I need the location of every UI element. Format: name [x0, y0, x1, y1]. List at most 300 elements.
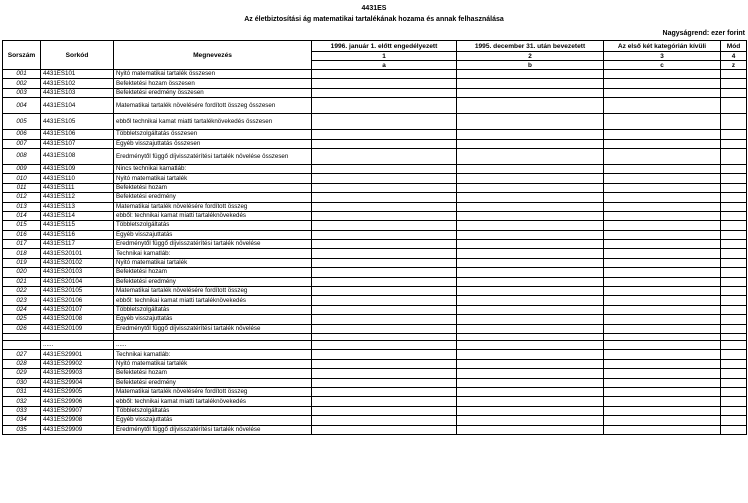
value-cell[interactable]: [457, 425, 604, 434]
table-row: [3, 369, 747, 378]
value-cell[interactable]: [312, 387, 457, 396]
value-cell[interactable]: [312, 139, 457, 148]
value-cell[interactable]: [457, 340, 604, 349]
value-cell[interactable]: [457, 79, 604, 88]
value-cell[interactable]: [312, 164, 457, 173]
row-code: 4431ES109: [41, 164, 114, 173]
row-name: Nyitó matematikai tartalék: [114, 359, 312, 368]
value-cell[interactable]: [721, 130, 747, 139]
row-serial: 005: [3, 114, 41, 130]
value-cell[interactable]: [604, 183, 721, 192]
value-cell[interactable]: [721, 202, 747, 211]
value-cell[interactable]: [312, 193, 457, 202]
value-cell[interactable]: [457, 202, 604, 211]
table-row: [3, 88, 747, 97]
table-row: [3, 139, 747, 148]
value-cell[interactable]: [604, 296, 721, 305]
value-cell[interactable]: [604, 193, 721, 202]
value-cell[interactable]: [457, 139, 604, 148]
value-cell[interactable]: [721, 296, 747, 305]
value-cell[interactable]: [312, 369, 457, 378]
value-cell[interactable]: [721, 193, 747, 202]
row-name: ......: [114, 340, 312, 349]
row-code: 4431ES20108: [41, 315, 114, 324]
value-cell[interactable]: [604, 425, 721, 434]
table-row: [3, 98, 747, 114]
col-header-name: Megnevezés: [114, 41, 312, 70]
table-row: [3, 221, 747, 230]
value-cell[interactable]: [604, 378, 721, 387]
row-name: Matematikai tartalék növelésére fordított összeg: [114, 202, 312, 211]
row-code: 4431ES20104: [41, 277, 114, 286]
value-cell[interactable]: [312, 333, 457, 340]
value-cell[interactable]: [721, 287, 747, 296]
table-row: [3, 397, 747, 406]
row-serial: 004: [3, 98, 41, 114]
row-serial: [3, 340, 41, 349]
value-cell[interactable]: [604, 359, 721, 368]
row-name: Matematikai tartalék növelésére fordított összeg összesen: [114, 98, 312, 114]
value-cell[interactable]: [721, 277, 747, 286]
row-name: Egyéb visszajuttatás: [114, 416, 312, 425]
row-serial: 002: [3, 79, 41, 88]
value-cell[interactable]: [312, 88, 457, 97]
table-row: [3, 230, 747, 239]
value-cell[interactable]: [604, 174, 721, 183]
row-code: 4431ES111: [41, 183, 114, 192]
value-cell[interactable]: [721, 88, 747, 97]
table-row: [3, 340, 747, 349]
col-header-mode: Mód: [721, 41, 747, 52]
value-cell[interactable]: [457, 258, 604, 267]
value-cell[interactable]: [721, 249, 747, 258]
col-number: 3: [604, 52, 721, 61]
row-name: Egyéb visszajuttatás összesen: [114, 139, 312, 148]
row-name: Nyitó matematikai tartalék: [114, 258, 312, 267]
value-cell[interactable]: [604, 249, 721, 258]
table-row: [3, 211, 747, 220]
unit-label: Nagyságrend: ezer forint: [662, 30, 745, 37]
row-name: Többletszolgáltatás összesen: [114, 130, 312, 139]
value-cell[interactable]: [457, 98, 604, 114]
value-cell[interactable]: [457, 406, 604, 415]
value-cell[interactable]: [457, 88, 604, 97]
row-name: Nyitó matematikai tartalék összesen: [114, 70, 312, 79]
value-cell[interactable]: [312, 249, 457, 258]
value-cell[interactable]: [604, 211, 721, 220]
col-letter: z: [721, 61, 747, 70]
row-serial: 009: [3, 164, 41, 173]
table-row: [3, 359, 747, 368]
table-row: [3, 387, 747, 396]
value-cell[interactable]: [312, 202, 457, 211]
row-serial: 023: [3, 296, 41, 305]
value-cell[interactable]: [457, 387, 604, 396]
value-cell[interactable]: [312, 268, 457, 277]
table-row: [3, 296, 747, 305]
value-cell[interactable]: [312, 98, 457, 114]
value-cell[interactable]: [604, 340, 721, 349]
table-row: [3, 193, 747, 202]
value-cell[interactable]: [312, 114, 457, 130]
form-title: Az életbiztosítási ág matematikai tartalékának hozama és annak felhasználása: [244, 16, 504, 23]
col-header-after-1995: 1995. december 31. után bevezetett: [457, 41, 604, 52]
row-code: 4431ES20101: [41, 249, 114, 258]
row-serial: 028: [3, 359, 41, 368]
value-cell[interactable]: [457, 114, 604, 130]
table-row: [3, 324, 747, 333]
col-letter: a: [312, 61, 457, 70]
row-serial: 007: [3, 139, 41, 148]
row-code: 4431ES29901: [41, 350, 114, 359]
value-cell[interactable]: [604, 277, 721, 286]
form-code: 4431ES: [361, 5, 387, 12]
value-cell[interactable]: [721, 268, 747, 277]
table-row: [3, 183, 747, 192]
value-cell[interactable]: [604, 114, 721, 130]
table-row: [3, 164, 747, 173]
value-cell[interactable]: [457, 240, 604, 249]
value-cell[interactable]: [312, 287, 457, 296]
row-serial: 020: [3, 268, 41, 277]
value-cell[interactable]: [312, 378, 457, 387]
value-cell[interactable]: [721, 70, 747, 79]
row-code: 4431ES29902: [41, 359, 114, 368]
row-serial: 027: [3, 350, 41, 359]
value-cell[interactable]: [721, 164, 747, 173]
table-row: [3, 315, 747, 324]
table-row: [3, 406, 747, 415]
value-cell[interactable]: [721, 305, 747, 314]
row-code: 4431ES104: [41, 98, 114, 114]
row-serial: 033: [3, 406, 41, 415]
value-cell[interactable]: [312, 305, 457, 314]
value-cell[interactable]: [457, 249, 604, 258]
value-cell[interactable]: [457, 211, 604, 220]
row-serial: 003: [3, 88, 41, 97]
row-name: Befektetési hozam: [114, 268, 312, 277]
row-serial: 032: [3, 397, 41, 406]
value-cell[interactable]: [457, 296, 604, 305]
value-cell[interactable]: [457, 359, 604, 368]
row-code: 4431ES20106: [41, 296, 114, 305]
value-cell[interactable]: [721, 98, 747, 114]
value-cell[interactable]: [312, 416, 457, 425]
col-header-other: Az első két kategórián kívüli: [604, 41, 721, 52]
table-row: [3, 350, 747, 359]
value-cell[interactable]: [312, 315, 457, 324]
row-name: ebből: technikai kamat miatti tartaléknövekedés: [114, 397, 312, 406]
row-code: ......: [41, 340, 114, 349]
value-cell[interactable]: [312, 174, 457, 183]
value-cell[interactable]: [457, 148, 604, 164]
row-serial: 024: [3, 305, 41, 314]
row-serial: 025: [3, 315, 41, 324]
table-row: [3, 268, 747, 277]
value-cell[interactable]: [312, 221, 457, 230]
value-cell[interactable]: [457, 350, 604, 359]
value-cell[interactable]: [604, 406, 721, 415]
row-name: Befektetési eredmény: [114, 193, 312, 202]
row-serial: 008: [3, 148, 41, 164]
value-cell[interactable]: [721, 258, 747, 267]
value-cell[interactable]: [721, 350, 747, 359]
table-row: [3, 378, 747, 387]
row-code: [41, 333, 114, 340]
row-code: 4431ES106: [41, 130, 114, 139]
value-cell[interactable]: [604, 230, 721, 239]
row-code: 4431ES20105: [41, 287, 114, 296]
report-table: [2, 40, 747, 435]
row-code: 4431ES117: [41, 240, 114, 249]
row-code: 4431ES29905: [41, 387, 114, 396]
row-code: 4431ES29907: [41, 406, 114, 415]
value-cell[interactable]: [312, 277, 457, 286]
value-cell[interactable]: [721, 139, 747, 148]
table-row: [3, 305, 747, 314]
row-code: 4431ES20103: [41, 268, 114, 277]
value-cell[interactable]: [312, 183, 457, 192]
value-cell[interactable]: [604, 258, 721, 267]
row-serial: 017: [3, 240, 41, 249]
row-code: 4431ES29908: [41, 416, 114, 425]
value-cell[interactable]: [721, 148, 747, 164]
value-cell[interactable]: [312, 130, 457, 139]
value-cell[interactable]: [312, 148, 457, 164]
row-name: Befektetési hozam: [114, 183, 312, 192]
value-cell[interactable]: [604, 148, 721, 164]
value-cell[interactable]: [721, 211, 747, 220]
value-cell[interactable]: [604, 164, 721, 173]
value-cell[interactable]: [604, 221, 721, 230]
value-cell[interactable]: [312, 79, 457, 88]
col-header-code: Sorkód: [41, 41, 114, 70]
value-cell[interactable]: [457, 164, 604, 173]
value-cell[interactable]: [312, 359, 457, 368]
value-cell[interactable]: [721, 340, 747, 349]
value-cell[interactable]: [457, 287, 604, 296]
value-cell[interactable]: [604, 397, 721, 406]
value-cell[interactable]: [721, 359, 747, 368]
value-cell[interactable]: [457, 333, 604, 340]
value-cell[interactable]: [604, 287, 721, 296]
value-cell[interactable]: [457, 193, 604, 202]
row-serial: 031: [3, 387, 41, 396]
value-cell[interactable]: [604, 324, 721, 333]
value-cell[interactable]: [604, 387, 721, 396]
col-letter: c: [604, 61, 721, 70]
row-name: Matematikai tartalék növelésére fordított összeg: [114, 387, 312, 396]
value-cell[interactable]: [457, 174, 604, 183]
row-serial: 010: [3, 174, 41, 183]
row-name: Nyitó matematikai tartalék: [114, 174, 312, 183]
value-cell[interactable]: [457, 221, 604, 230]
value-cell[interactable]: [312, 324, 457, 333]
row-name: Eredménytől függő díjvisszatérítési tartalék növelése: [114, 425, 312, 434]
row-code: 4431ES29909: [41, 425, 114, 434]
value-cell[interactable]: [457, 378, 604, 387]
row-name: Technikai kamatláb:: [114, 350, 312, 359]
value-cell[interactable]: [721, 378, 747, 387]
row-name: ebből: technikai kamat miatti tartaléknövekedés: [114, 211, 312, 220]
table-row: [3, 174, 747, 183]
value-cell[interactable]: [457, 277, 604, 286]
value-cell[interactable]: [457, 369, 604, 378]
row-name: Befektetési eredmény: [114, 277, 312, 286]
value-cell[interactable]: [312, 230, 457, 239]
value-cell[interactable]: [312, 340, 457, 349]
row-serial: 016: [3, 230, 41, 239]
col-header-serial: Sorszám: [3, 41, 41, 70]
row-serial: 019: [3, 258, 41, 267]
value-cell[interactable]: [721, 315, 747, 324]
row-serial: [3, 333, 41, 340]
value-cell[interactable]: [721, 406, 747, 415]
row-name: Eredménytől függő díjvisszatérítési tartalék növelése: [114, 240, 312, 249]
table-row: [3, 202, 747, 211]
value-cell[interactable]: [604, 139, 721, 148]
row-name: Többletszolgáltatás: [114, 406, 312, 415]
row-name: Nincs technikai kamatláb:: [114, 164, 312, 173]
row-serial: 012: [3, 193, 41, 202]
row-code: 4431ES29904: [41, 378, 114, 387]
value-cell[interactable]: [312, 406, 457, 415]
value-cell[interactable]: [721, 324, 747, 333]
value-cell[interactable]: [312, 397, 457, 406]
row-serial: 029: [3, 369, 41, 378]
table-row: [3, 249, 747, 258]
row-name: Egyéb visszajuttatás: [114, 230, 312, 239]
value-cell[interactable]: [721, 333, 747, 340]
table-row: [3, 416, 747, 425]
value-cell[interactable]: [721, 425, 747, 434]
col-header-before-1996: 1996. január 1. előtt engedélyezett: [312, 41, 457, 52]
value-cell[interactable]: [457, 315, 604, 324]
row-code: 4431ES20107: [41, 305, 114, 314]
table-row: [3, 114, 747, 130]
value-cell[interactable]: [604, 88, 721, 97]
table-row: [3, 277, 747, 286]
value-cell[interactable]: [312, 70, 457, 79]
row-serial: 018: [3, 249, 41, 258]
row-code: 4431ES29903: [41, 369, 114, 378]
row-code: 4431ES103: [41, 88, 114, 97]
row-name: Matematikai tartalék növelésére fordított összeg: [114, 287, 312, 296]
col-number: 1: [312, 52, 457, 61]
row-serial: 015: [3, 221, 41, 230]
row-name: ebből technikai kamat miatti tartaléknövekedés összesen: [114, 114, 312, 130]
value-cell[interactable]: [457, 183, 604, 192]
value-cell[interactable]: [721, 230, 747, 239]
row-code: 4431ES29906: [41, 397, 114, 406]
row-name: Többletszolgáltatás: [114, 305, 312, 314]
value-cell[interactable]: [721, 221, 747, 230]
row-code: 4431ES114: [41, 211, 114, 220]
value-cell[interactable]: [457, 130, 604, 139]
value-cell[interactable]: [312, 350, 457, 359]
value-cell[interactable]: [604, 202, 721, 211]
row-name: Befektetési hozam: [114, 369, 312, 378]
value-cell[interactable]: [457, 324, 604, 333]
value-cell[interactable]: [604, 240, 721, 249]
row-name: [114, 333, 312, 340]
row-name: Egyéb visszajuttatás: [114, 315, 312, 324]
row-serial: 034: [3, 416, 41, 425]
row-name: Technikai kamatláb:: [114, 249, 312, 258]
row-code: 4431ES110: [41, 174, 114, 183]
row-code: 4431ES113: [41, 202, 114, 211]
value-cell[interactable]: [721, 114, 747, 130]
table-row: [3, 240, 747, 249]
value-cell[interactable]: [457, 305, 604, 314]
value-cell[interactable]: [604, 350, 721, 359]
value-cell[interactable]: [721, 240, 747, 249]
value-cell[interactable]: [604, 98, 721, 114]
value-cell[interactable]: [604, 130, 721, 139]
value-cell[interactable]: [604, 70, 721, 79]
value-cell[interactable]: [312, 258, 457, 267]
value-cell[interactable]: [721, 387, 747, 396]
value-cell[interactable]: [604, 268, 721, 277]
row-name: Többletszolgáltatás: [114, 221, 312, 230]
value-cell[interactable]: [721, 416, 747, 425]
row-name: Befektetési eredmény: [114, 378, 312, 387]
row-code: 4431ES105: [41, 114, 114, 130]
table-row: [3, 258, 747, 267]
value-cell[interactable]: [457, 416, 604, 425]
value-cell[interactable]: [604, 369, 721, 378]
value-cell[interactable]: [457, 268, 604, 277]
value-cell[interactable]: [604, 315, 721, 324]
row-name: Befektetési eredmény összesen: [114, 88, 312, 97]
table-row: [3, 287, 747, 296]
row-code: 4431ES20102: [41, 258, 114, 267]
value-cell[interactable]: [604, 416, 721, 425]
row-code: 4431ES20109: [41, 324, 114, 333]
row-serial: 014: [3, 211, 41, 220]
value-cell[interactable]: [721, 174, 747, 183]
value-cell[interactable]: [721, 369, 747, 378]
table-row: [3, 425, 747, 434]
row-name: ebből: technikai kamat miatti tartaléknövekedés: [114, 296, 312, 305]
row-code: 4431ES116: [41, 230, 114, 239]
value-cell[interactable]: [312, 240, 457, 249]
value-cell[interactable]: [457, 397, 604, 406]
value-cell[interactable]: [721, 183, 747, 192]
value-cell[interactable]: [604, 79, 721, 88]
table-row: [3, 130, 747, 139]
row-serial: 022: [3, 287, 41, 296]
row-serial: 035: [3, 425, 41, 434]
value-cell[interactable]: [312, 211, 457, 220]
table-row: [3, 148, 747, 164]
row-serial: 013: [3, 202, 41, 211]
row-serial: 006: [3, 130, 41, 139]
row-name: Befektetési hozam összesen: [114, 79, 312, 88]
value-cell[interactable]: [604, 333, 721, 340]
value-cell[interactable]: [604, 305, 721, 314]
value-cell[interactable]: [457, 70, 604, 79]
value-cell[interactable]: [721, 397, 747, 406]
value-cell[interactable]: [721, 79, 747, 88]
value-cell[interactable]: [457, 230, 604, 239]
table-row: [3, 79, 747, 88]
value-cell[interactable]: [312, 296, 457, 305]
row-serial: 011: [3, 183, 41, 192]
row-code: 4431ES115: [41, 221, 114, 230]
value-cell[interactable]: [312, 425, 457, 434]
row-code: 4431ES108: [41, 148, 114, 164]
